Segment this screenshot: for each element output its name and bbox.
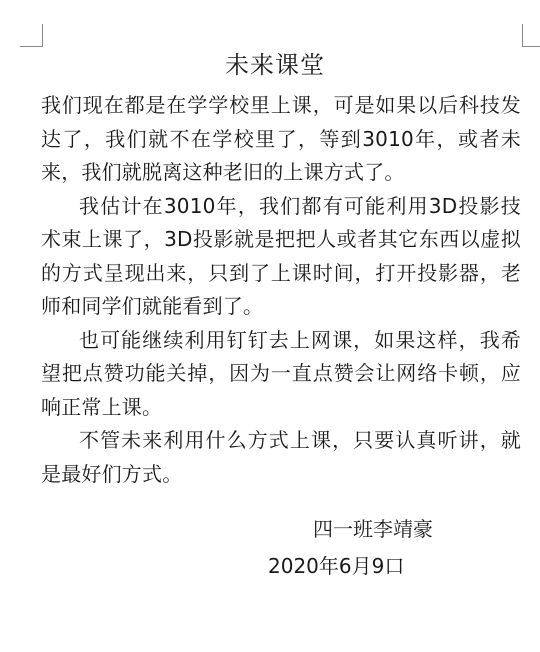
page-corner-mark-top-right <box>522 24 540 47</box>
document-date: 2020年6月9口 <box>268 554 405 578</box>
paragraph-3: 也可能继续利用钉钉去上网课，如果这样，我希望把点赞功能关掉，因为一直点赞会让网络卡顿，应响正常上课。 <box>41 327 521 419</box>
paragraph-2: 我估计在3010年，我们都有可能利用3D投影技术束上课了，3D投影就是把把人或者其它东西以虚拟的方式呈现出来，只到了上课时间，打开投影器，老师和同学们就能看到了。 <box>41 193 521 318</box>
paragraph-4: 不管未来利用什么方式上课，只要认真听讲，就是最好们方式。 <box>41 428 521 486</box>
document-title: 未来课堂 <box>225 51 325 79</box>
author-signature: 四一班李靖豪 <box>313 517 433 541</box>
document-body <box>41 89 521 491</box>
paragraph-1: 我们现在都是在学学校里上课，可是如果以后科技发达了，我们就不在学校里了，等到3010年，或者未来，我们就脱离这种老旧的上课方式了。 <box>41 93 521 184</box>
page-corner-mark-top-left <box>20 24 43 47</box>
